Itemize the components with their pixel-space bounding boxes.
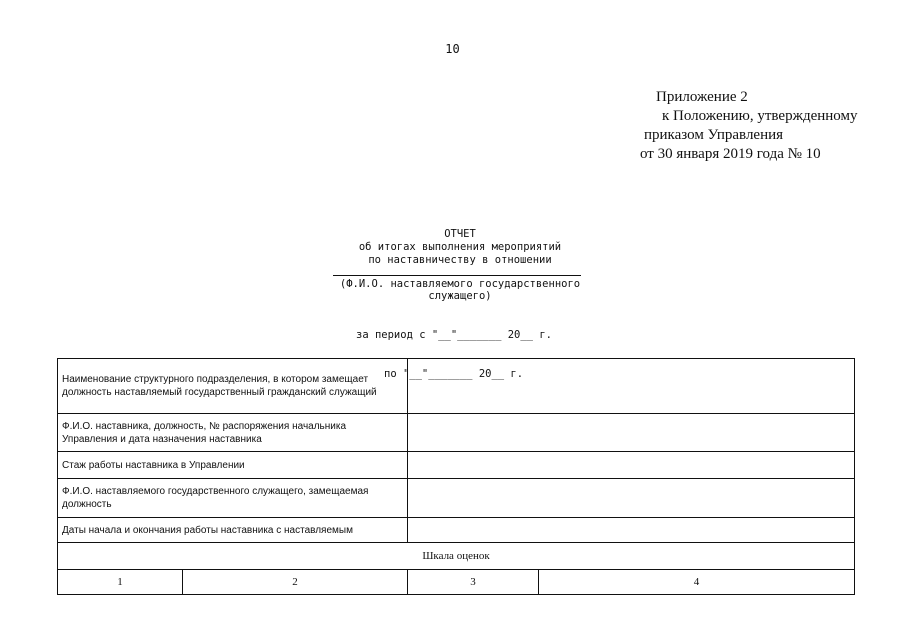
row-value-department	[408, 359, 855, 414]
appendix-line-1: Приложение 2	[656, 89, 748, 105]
row-label-mentor: Ф.И.О. наставника, должность, № распоряжения начальника Управления и дата назначения наставника	[58, 414, 408, 452]
row-label-mentee: Ф.И.О. наставляемого государственного служащего, замещаемая должность	[58, 479, 408, 518]
report-header	[290, 228, 630, 267]
report-subtitle-1: об итогах выполнения мероприятий	[358, 241, 562, 253]
row-value-mentee	[408, 479, 855, 518]
period-to: по "__"_______ 20__ г.	[384, 368, 524, 380]
fio-caption-line-1: (Ф.И.О. наставляемого государственного	[339, 278, 581, 290]
row-value-dates	[408, 518, 855, 543]
table-row	[58, 452, 855, 479]
table-row	[58, 479, 855, 518]
table-row	[58, 414, 855, 452]
row-value-mentor	[408, 414, 855, 452]
fio-underline	[333, 275, 581, 276]
row-label-dates: Даты начала и окончания работы наставника с наставляемым	[58, 518, 408, 543]
table-row	[58, 359, 855, 414]
column-number-4: 4	[539, 570, 855, 595]
appendix-line-4: от 30 января 2019 года № 10	[640, 146, 821, 162]
report-subtitle-2: по наставничеству в отношении	[368, 254, 552, 266]
report-table	[57, 358, 855, 595]
period-from: за период с "__"_______ 20__ г.	[356, 329, 552, 341]
column-number-3: 3	[408, 570, 539, 595]
table-row	[58, 518, 855, 543]
row-label-department: Наименование структурного подразделения, в котором замещает должность наставляемый государственный гражданский служащий	[58, 359, 408, 414]
row-label-experience: Стаж работы наставника в Управлении	[58, 452, 408, 479]
table-row	[58, 543, 855, 570]
column-number-1: 1	[58, 570, 183, 595]
fio-caption	[290, 278, 630, 302]
column-number-2: 2	[183, 570, 408, 595]
report-title: ОТЧЕТ	[444, 228, 476, 240]
appendix-block	[640, 88, 858, 164]
scale-header: Шкала оценок	[58, 543, 855, 570]
appendix-line-2: к Положению, утвержденному	[662, 108, 858, 124]
appendix-line-3: приказом Управления	[644, 127, 784, 143]
table-row	[58, 570, 855, 595]
fio-caption-line-2: служащего)	[428, 290, 492, 302]
page-number: 10	[445, 42, 460, 56]
row-value-experience	[408, 452, 855, 479]
